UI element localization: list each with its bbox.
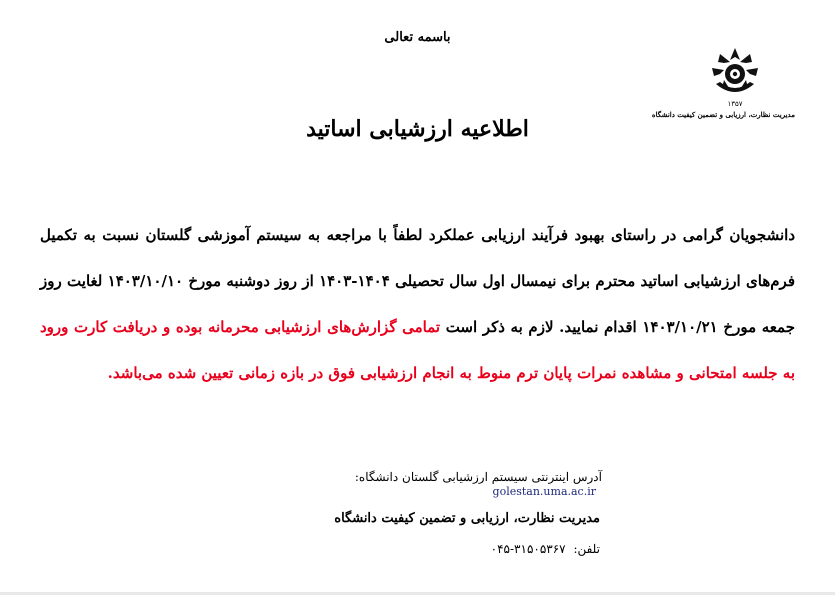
phone-line: [300, 542, 600, 556]
logo-caption: مدیریت نظارت، ارزیابی و تضمین کیفیت دانشگاه: [651, 110, 795, 119]
address-label: آدرس اینترنتی سیستم ارزشیابی گلستان دانشگاه:: [354, 470, 602, 484]
university-logo: [651, 40, 795, 119]
body-normal-text: دانشجویان گرامی در راستای بهبود فرآیند ارزیابی عملکرد لطفاً با مراجعه به سیستم آموزشی گلستان نسبت به تکمیل فرم‌های ارزشیابی اساتید محترم برای نیمسال اول سال تحصیلی ۱۴۰۴-۱۴۰۳ از روز دوشنبه مورخ ۱۴۰۳/۱۰/۱۰ لغایت روز جمعه مورخ ۱۴۰۳/۱۰/۲۱ اقدام نمایید. لازم به ذکر است: [40, 226, 795, 336]
address-line: [242, 470, 602, 498]
department-name: مدیریت نظارت، ارزیابی و تضمین کیفیت دانشگاه: [334, 511, 600, 526]
phone-label: تلفن:: [573, 542, 600, 556]
body-highlight-text: تمامی گزارش‌های ارزشیابی محرمانه بوده و دریافت کارت ورود به جلسه امتحانی و مشاهده نمرات پایان ترم منوط به انجام ارزشیابی فوق در بازه زمانی تعیین شده می‌باشد.: [40, 318, 795, 382]
address-url-link[interactable]: golestan.uma.ac.ir: [492, 485, 596, 498]
announcement-body: [40, 212, 795, 396]
page-title: اطلاعیه ارزشیابی اساتید: [306, 116, 529, 142]
bismillah-header: باسمه تعالی: [384, 30, 451, 45]
logo-year: ۱۳۵۷: [727, 100, 743, 108]
phone-number: ۰۴۵-۳۱۵۰۵۳۶۷: [490, 542, 566, 556]
emblem-icon: [704, 40, 766, 102]
